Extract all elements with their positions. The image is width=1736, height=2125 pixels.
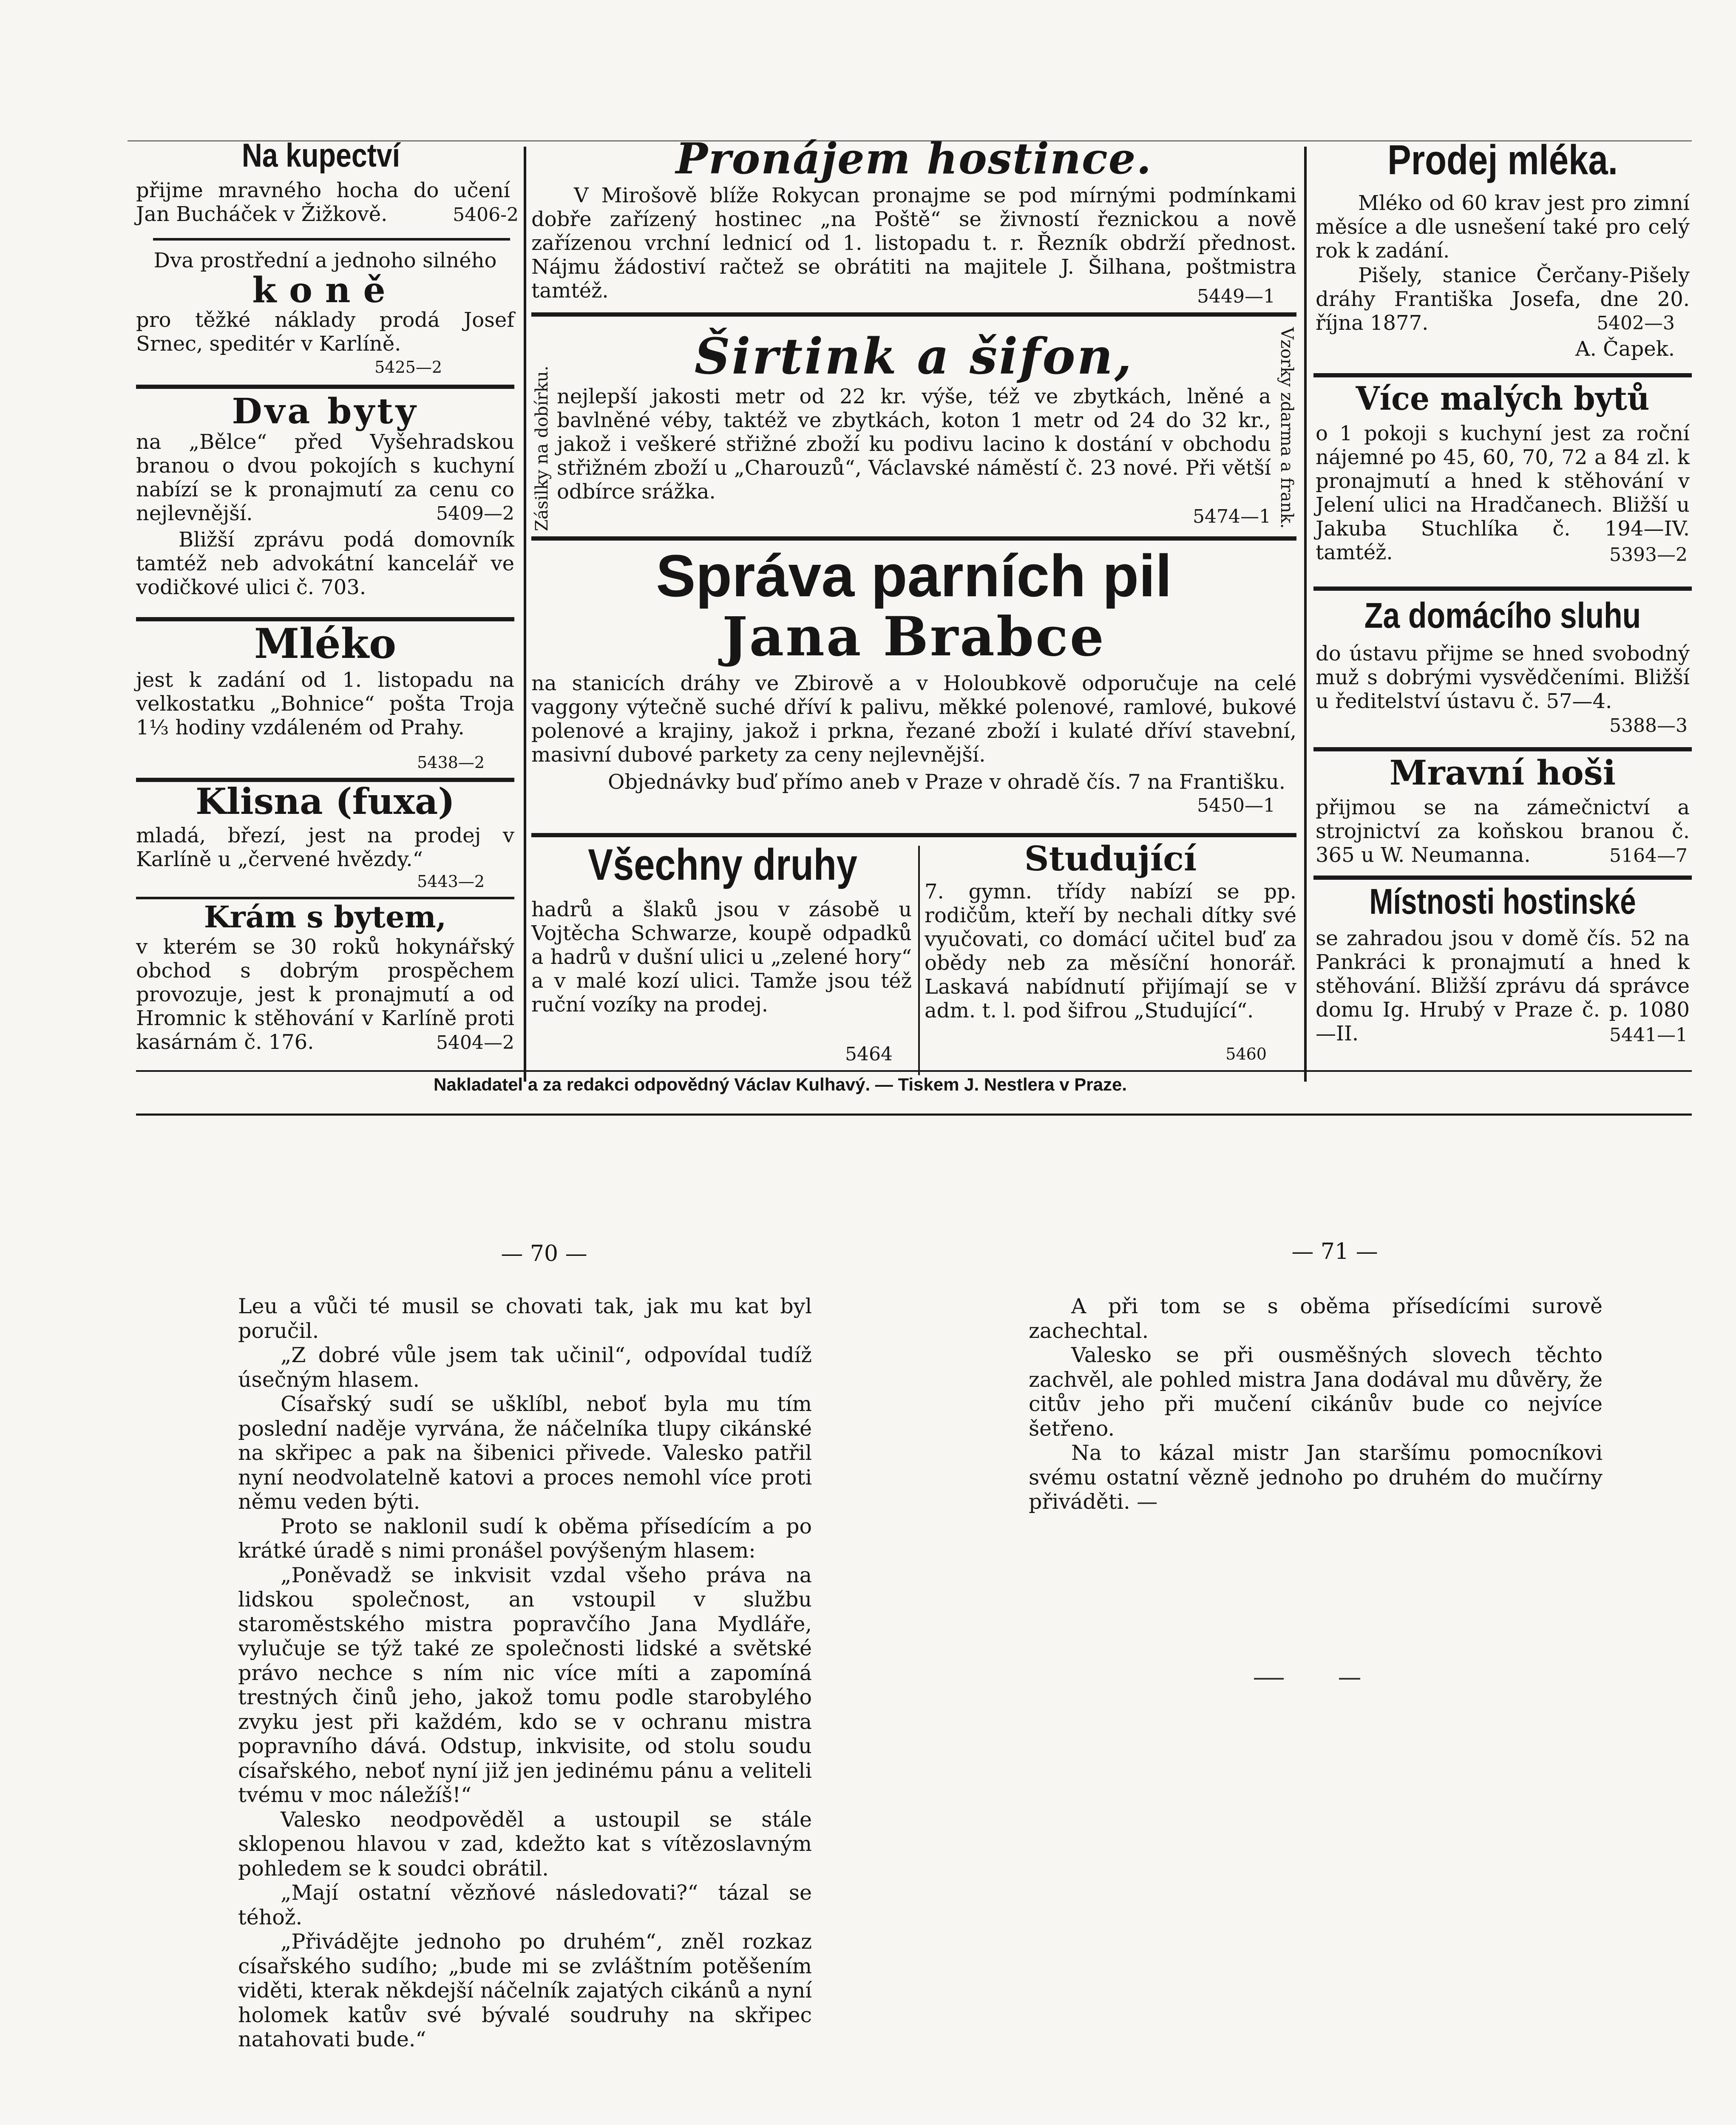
ad-sirtink-code: 5474—1 xyxy=(1193,506,1271,527)
rule xyxy=(153,238,510,241)
ink-mark xyxy=(1339,1678,1360,1680)
ad-sprava-title1: Správa parních pil xyxy=(656,542,1172,609)
ink-mark xyxy=(1254,1678,1284,1680)
ad-sluhu-code: 5388—3 xyxy=(1609,715,1688,737)
ad-kupectvi-code: 5406-2 xyxy=(453,204,519,226)
rule xyxy=(1313,586,1692,591)
ad-sluhu-title: Za domácího sluhu xyxy=(1364,595,1641,635)
ad-kupectvi-text: přijme mravného hocha do učení Jan Bucháček v Žižkově. xyxy=(136,178,510,226)
ad-kone-intro: Dva prostřední a jednoho silného xyxy=(153,249,497,272)
ad-sprava-code: 5450—1 xyxy=(1197,795,1275,816)
ad-hostinec-code: 5449—1 xyxy=(1197,286,1275,307)
rule xyxy=(531,312,1296,317)
page-left-text xyxy=(238,1294,812,2052)
paragraph: „Mají ostatní vězňové následovati?“ tázal se téhož. xyxy=(238,1881,812,1930)
paragraph: „Přivádějte jednoho po druhém“, zněl rozkaz císařského sudího; „bude mi se zvláštním potěšením viděti, kterak někdejší náčelník zajatých cikánů a nyní holomek katův své bývalé soudruhy na skřipec natahovati bude.“ xyxy=(238,1930,812,2051)
paragraph: „Z dobré vůle jsem tak učinil“, odpovídal tudíž úsečným hlasem. xyxy=(238,1343,812,1392)
ad-prodej-mleka-text: Mléko od 60 krav jest pro zimní měsíce a dle usnešení také pro celý rok k zadání. xyxy=(1316,191,1690,263)
ad-kram-code: 5404—2 xyxy=(436,1032,514,1054)
ad-prodej-mleka-sign: A. Čapek. xyxy=(1575,337,1675,361)
ad-hostinec-title: Pronájem hostince. xyxy=(675,133,1152,184)
paragraph: Císařský sudí se ušklíbl, neboť byla mu tím poslední naděje vyrvána, že náčelníka tlupy cikánské na skřipec a pak na šibenici přivede. Valesko patřil nyní neodvolatelně katovi a proces nemohl více proti němu veden býti. xyxy=(238,1392,812,1514)
ad-mistnosti-code: 5441—1 xyxy=(1609,1024,1688,1046)
paragraph: „Poněvadž se inkvisit vzdal všeho práva na lidskou společnost, an vstoupil v službu staroměstského mistra popravčího Jana Mydláře, vylučuje se týž také ze společnosti lidské a světské právo nechce s ním nic více míti a zapomíná trestných činů jeho, jakož tomu podle starobylého zvyku jest při každém, kdo se v ochranu mistra popravního dává. Odstup, inkvisite, od stolu soudu císařského, neboť nyní již jen jedinému pánu a veliteli tvému v moc náležíš!“ xyxy=(238,1563,812,1807)
ad-sirtink-side-left: Zásilky na dobírku. xyxy=(532,366,552,531)
ad-byty-text: na „Bělce“ před Vyšehradskou branou o dvou pokojích s kuchyní nabízí se k pronajmutí za cenu co nejlevnější. xyxy=(136,430,514,525)
paragraph: Na to kázal mistr Jan staršímu pomocníkovi svému ostatní vězně jednoho po druhém do mučírny přiváděti. — xyxy=(1029,1441,1603,1514)
ad-druhy-text: hadrů a šlaků jsou v zásobě u Vojtěcha Schwarze, koupě odpadků a hadrů v dušní ulici u „zelené hory“ a v malé kozí ulici. Tamže jsou též ruční vozíky na prodej. xyxy=(531,898,912,1017)
ad-sprava-text2: Objednávky buď přímo aneb v Praze v ohradě čís. 7 na Františku. xyxy=(608,770,1286,794)
footer-rule xyxy=(136,1070,1692,1072)
page-number-right: — 71 — xyxy=(1291,1239,1378,1264)
bottom-rule xyxy=(136,1114,1692,1116)
ad-prodej-mleka-code: 5402—3 xyxy=(1597,312,1675,334)
ad-prodej-mleka-title: Prodej mléka. xyxy=(1387,136,1618,183)
paragraph: A při tom se s oběma přísedícími surově zachechtal. xyxy=(1029,1294,1603,1343)
ad-byty-text2: Bližší zprávu podá domovník tamtéž neb advokátní kancelář ve vodičkové ulici č. 703. xyxy=(136,528,514,599)
ad-sirtink-text: nejlepší jakosti metr od 22 kr. výše, též ve zbytkách, lněné a bavlněné véby, taktéž ve zbytkách, koton 1 metr od 24 do 32 kr., jakož i veškeré střižné zboží ku podivu lacino k dostání v obchodu střižném zboží u „Charouzů“, Václavské náměstí č. 23 nové. Při větší odbírce srážka. xyxy=(557,385,1271,504)
ad-kram-text: v kterém se 30 roků hokynářský obchod s dobrým prospěchem provozuje, jest k pronajmutí a od Hromnic k stěhování v Karlíně proti kasárnám č. 176. xyxy=(136,935,514,1054)
ad-hosi-code: 5164—7 xyxy=(1609,845,1688,867)
rule xyxy=(531,833,1296,837)
ad-kone-text: pro těžké náklady prodá Josef Srnec, speditér v Karlíně. xyxy=(136,308,514,356)
ad-mleko-text: jest k zadání od 1. listopadu na velkostatku „Bohnice“ pošta Troja 1⅓ hodiny vzdáleném od Prahy. xyxy=(136,668,514,740)
ad-druhy-code: 5464 xyxy=(845,1043,893,1065)
rule xyxy=(1313,373,1692,377)
ad-vice-bytu-code: 5393—2 xyxy=(1609,544,1688,566)
page-right-text xyxy=(1029,1294,1603,1514)
paragraph: Valesko se při ousměšných slovech těchto zachvěl, ale pohled mistra Jana dodával mu důvěry, že citův jeho při mučení cikánův bude co nejvíce šetřeno. xyxy=(1029,1343,1603,1441)
ad-hosi-title: Mravní hoši xyxy=(1389,753,1616,793)
rule xyxy=(136,385,514,389)
ad-klisna-text: mladá, březí, jest na prodej v Karlíně u „červené hvězdy.“ xyxy=(136,824,514,871)
ad-sprava-title2: Jana Brabce xyxy=(722,605,1106,668)
ad-mleko-title: Mléko xyxy=(254,620,397,668)
ad-sprava-text: na stanicích dráhy ve Zbirově a v Holoubkově odporučuje na celé vaggony výtečně suché dříví k palivu, měkké polenové, ramlové, bukové polenové a krajiny, jakož i prkna, řezané zboží i kulaté dříví stavební, masivní dubové parkety za ceny nejlevnější. xyxy=(531,672,1296,767)
rule xyxy=(1313,876,1692,880)
ad-byty-title: Dva byty xyxy=(232,391,419,432)
ad-mistnosti-text: se zahradou jsou v domě čís. 52 na Pankráci k pronajmutí a hned k stěhování. Bližší zprávu dá správce domu Ig. Hrubý v Praze č. p. 1080—II. xyxy=(1316,926,1690,1046)
imprint: Nakladatel a za redakci odpovědný Václav Kulhavý. — Tiskem J. Nestlera v Praze. xyxy=(434,1074,1127,1094)
page-number-left: — 70 — xyxy=(501,1241,587,1266)
ad-vice-bytu-title: Více malých bytů xyxy=(1356,380,1650,417)
ad-kram-title: Krám s bytem, xyxy=(204,899,447,935)
ad-mleko-code: 5438—2 xyxy=(417,753,485,772)
ad-kupectvi-title: Na kupectví xyxy=(241,136,400,174)
ad-kone-code: 5425—2 xyxy=(374,358,442,377)
ad-klisna-title: Klisna (fuxa) xyxy=(195,780,455,822)
ad-druhy-title: Všechny druhy xyxy=(588,840,857,890)
ad-prodej-mleka-text2: Pišely, stanice Čerčany-Pišely dráhy Františka Josefa, dne 20. října 1877. xyxy=(1316,264,1690,335)
ad-sirtink-title: Širtink a šifon, xyxy=(694,328,1134,385)
ad-sirtink-side-right: Vzorky zdarma a frank. xyxy=(1277,327,1296,529)
ad-studujici-code: 5460 xyxy=(1225,1045,1267,1063)
ad-kone-big: koně xyxy=(252,270,398,311)
ad-studujici-text: 7. gymn. třídy nabízí se pp. rodičům, kteří by nechali dítky své vyučovati, co domácí učitel buď za obědy neb za měsíční honorář. Laskavá nabídnutí přijímají se v adm. t. l. pod šifrou „Studující“. xyxy=(925,880,1296,1023)
column-rule-1 xyxy=(524,147,526,1082)
paragraph: Proto se naklonil sudí k oběma přísedícím a po krátké úradě s nimi pronášel povýšeným hlasem: xyxy=(238,1514,812,1563)
ad-mistnosti-title: Místnosti hostinské xyxy=(1369,881,1636,921)
column-rule-3 xyxy=(918,846,920,1075)
rule xyxy=(1313,747,1692,751)
ad-hosi-text: přijmou se na zámečnictví a strojnictví za koňskou branou č. 365 u W. Neumanna. xyxy=(1316,796,1690,867)
ad-studujici-title: Studující xyxy=(1024,839,1197,878)
ad-byty-code: 5409—2 xyxy=(436,503,514,524)
ad-sluhu-text: do ústavu přijme se hned svobodný muž s dobrými vysvědčeními. Bližší u ředitelství ústavu č. 57—4. xyxy=(1316,642,1690,713)
rule xyxy=(531,536,1296,541)
ad-hostinec-text: V Mirošově blíže Rokycan pronajme se pod mírnými podmínkami dobře zařízený hostinec „na Poště“ se živností řeznickou a nově zařízenou vrchní lednicí od 1. listopadu t. r. Řezník obdrží přednost. Nájmu žádostiví račtež se obrátiti na majitele J. Šilhana, poštmistra tamtéž. xyxy=(531,184,1296,303)
ad-vice-bytu-text: o 1 pokoji s kuchyní jest za roční nájemné po 45, 60, 70, 72 a 84 zl. k pronajmutí a hned k stěhování v Jelení ulici na Hradčanech. Bližší u Jakuba Stuchlíka č. 194—IV. tamtéž. xyxy=(1316,422,1690,564)
paragraph: Leu a vůči té musil se chovati tak, jak mu kat byl poručil. xyxy=(238,1294,812,1343)
paragraph: Valesko neodpověděl a ustoupil se stále sklopenou hlavou v zad, kdežto kat s vítězoslavným pohledem se k soudci obrátil. xyxy=(238,1807,812,1881)
ad-klisna-code: 5443—2 xyxy=(417,872,485,891)
column-rule-2 xyxy=(1304,147,1307,1082)
